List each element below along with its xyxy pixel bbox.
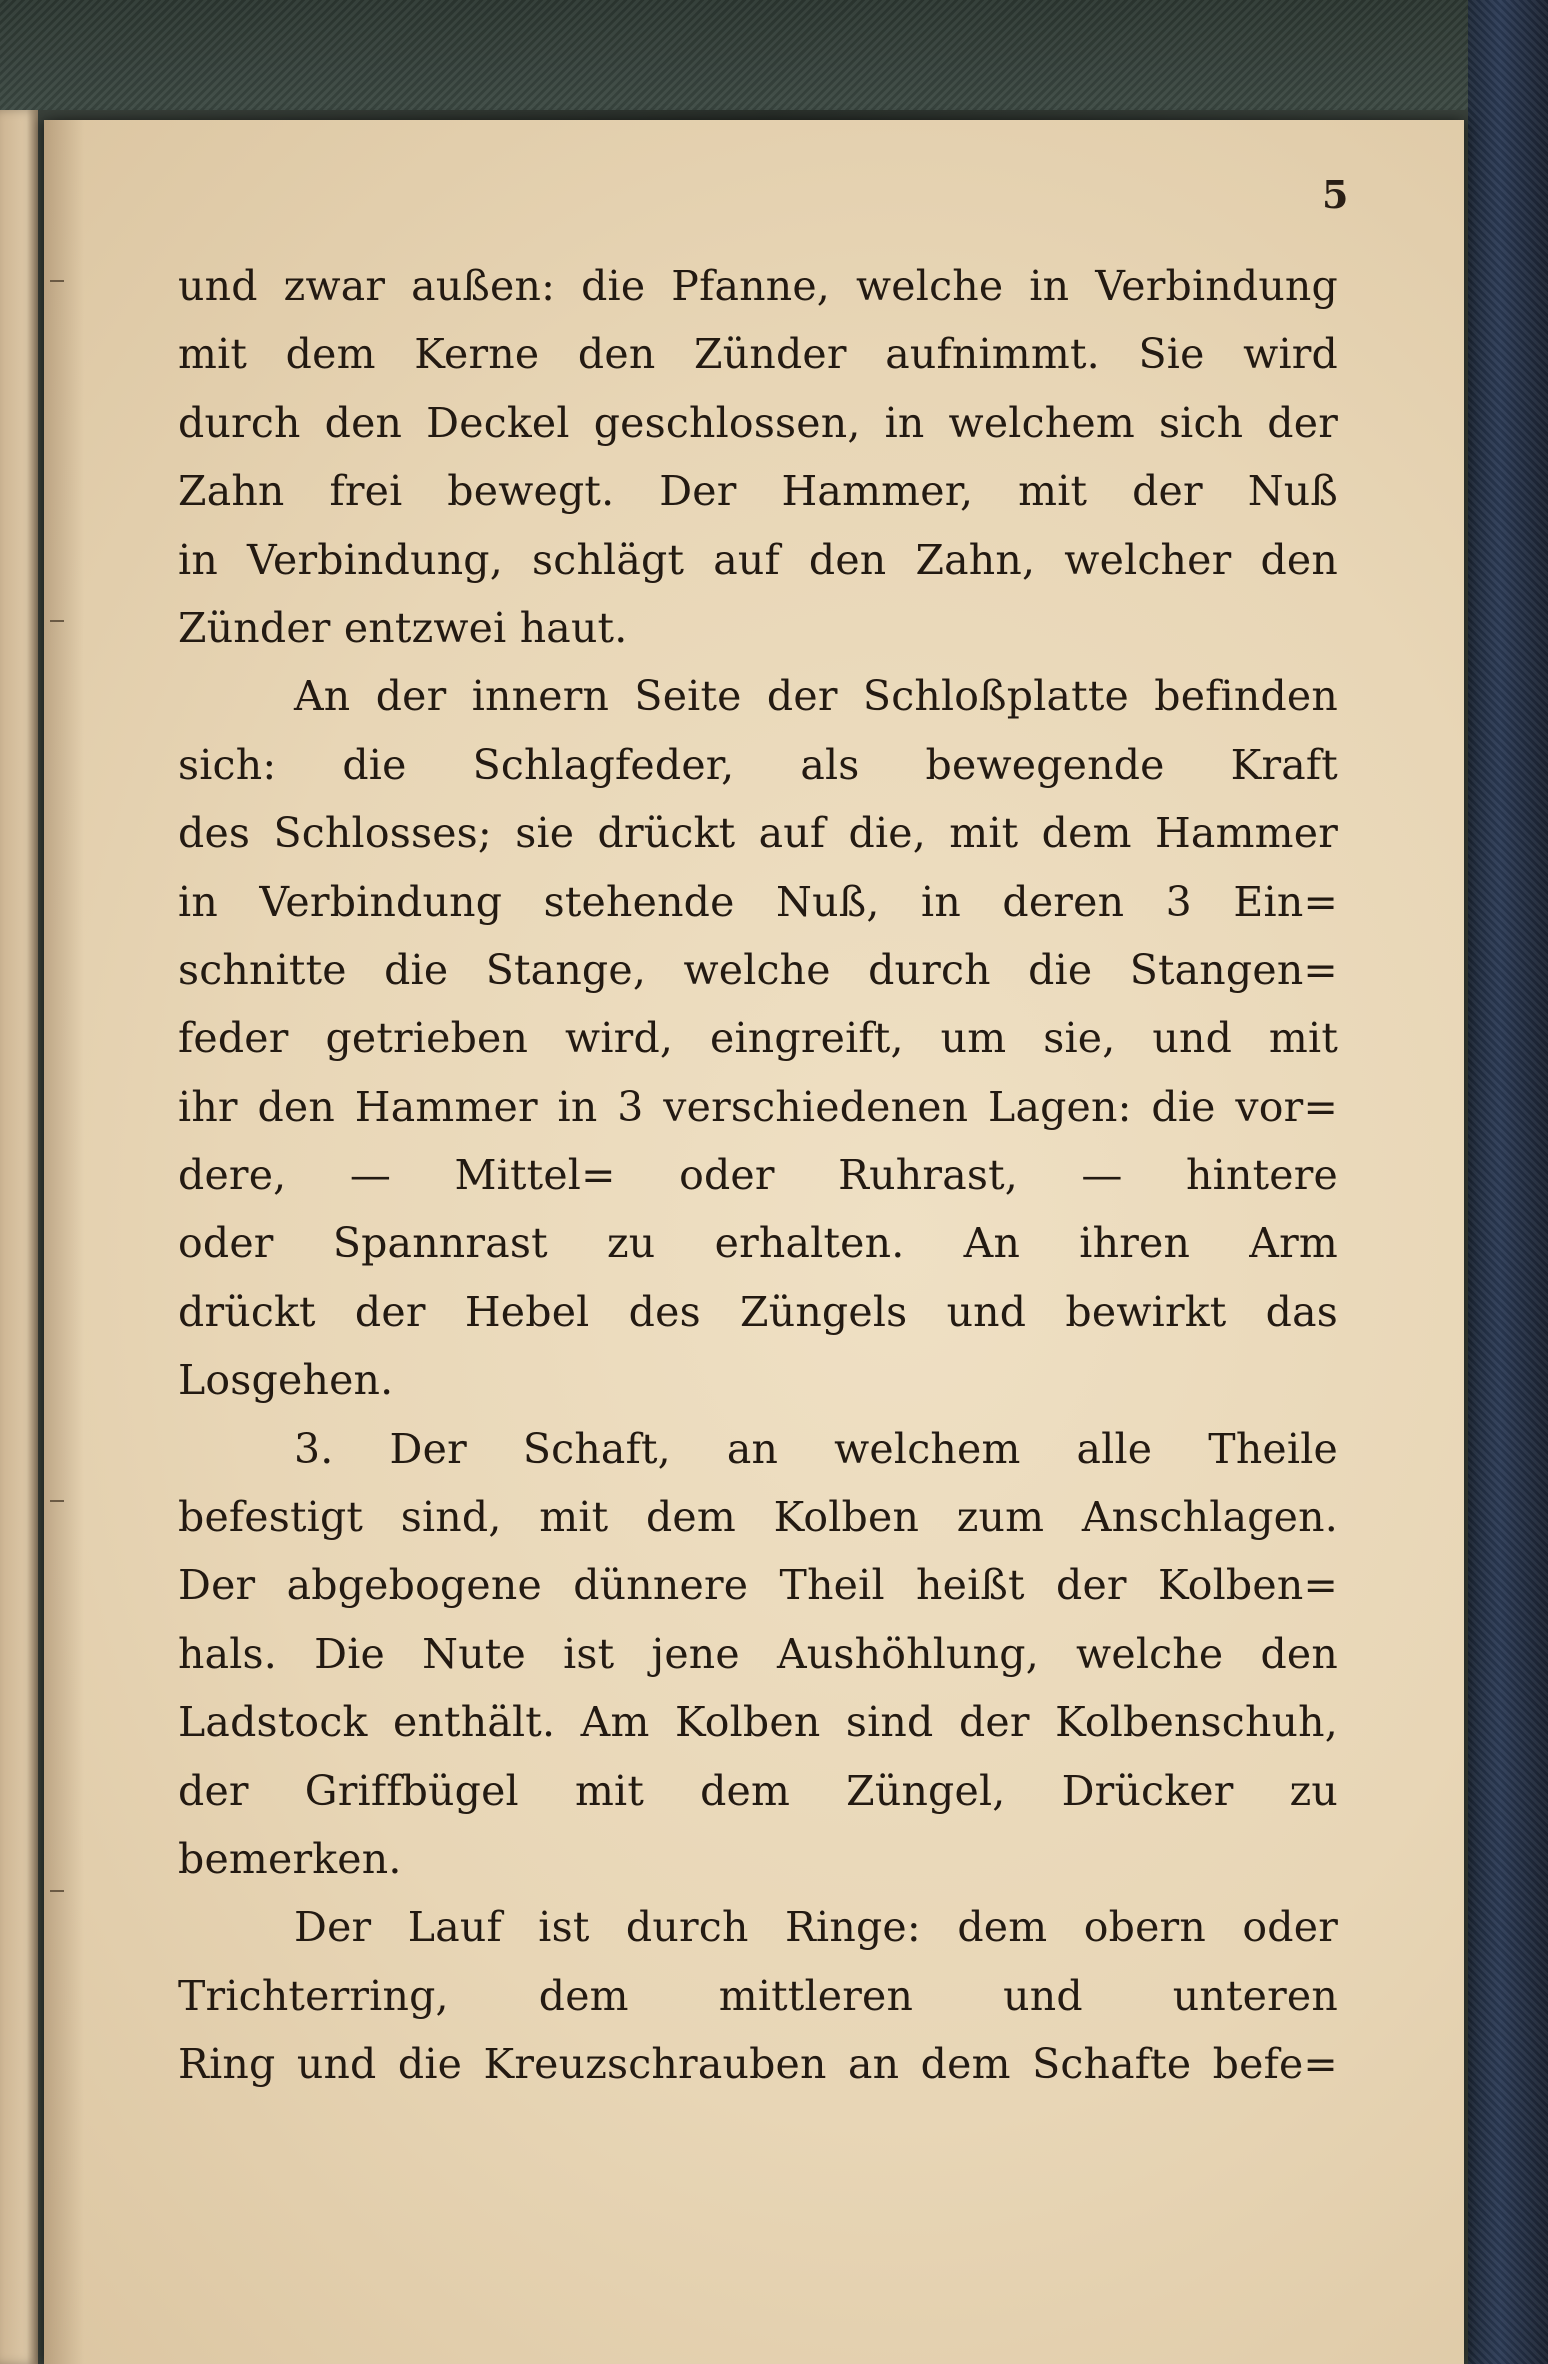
text-line: An der innern Seite der Schloßplatte befinden	[294, 672, 1338, 721]
text-line: Trichterring, dem mittleren und unteren	[178, 1971, 1338, 2020]
text-line: Zünder entzwei haut.	[178, 603, 628, 652]
text-line: des Schlosses; sie drückt auf die, mit dem Hammer	[178, 809, 1338, 858]
text-line: dere, — Mittel= oder Ruhrast, — hintere	[178, 1151, 1338, 1200]
text-line: Der abgebogene dünnere Theil heißt der Kolben=	[178, 1561, 1338, 1610]
margin-mark	[50, 280, 64, 282]
text-line: Ladstock enthält. Am Kolben sind der Kolbenschuh,	[178, 1698, 1338, 1747]
book-cover-edge	[1468, 0, 1548, 2364]
text-line: drückt der Hebel des Züngels und bewirkt das	[178, 1287, 1338, 1336]
text-line: bemerken.	[178, 1834, 402, 1883]
page-number: 5	[1322, 172, 1349, 217]
text-line: Losgehen.	[178, 1356, 394, 1405]
text-line: ihr den Hammer in 3 verschiedenen Lagen: die vor=	[178, 1082, 1338, 1131]
text-line: hals. Die Nute ist jene Aushöhlung, welche den	[178, 1629, 1338, 1678]
text-line: sich: die Schlagfeder, als bewegende Kraft	[178, 740, 1338, 789]
text-line: oder Spannrast zu erhalten. An ihren Arm	[178, 1219, 1338, 1268]
text-line: schnitte die Stange, welche durch die Stangen=	[178, 945, 1338, 994]
text-line: Zahn frei bewegt. Der Hammer, mit der Nuß	[178, 467, 1338, 516]
text-line: Der Lauf ist durch Ringe: dem obern oder	[294, 1903, 1338, 1952]
text-line: Ring und die Kreuzschrauben an dem Schafte befe=	[178, 2040, 1338, 2089]
text-line: und zwar außen: die Pfanne, welche in Verbindung	[178, 262, 1338, 310]
text-line: 3. Der Schaft, an welchem alle Theile	[294, 1424, 1338, 1473]
left-page-edge	[0, 110, 38, 2364]
text-line: der Griffbügel mit dem Züngel, Drücker zu	[178, 1766, 1338, 1815]
margin-mark	[50, 1890, 64, 1892]
text-line: in Verbindung, schlägt auf den Zahn, welcher den	[178, 535, 1338, 584]
text-line: durch den Deckel geschlossen, in welchem sich der	[178, 398, 1338, 447]
text-line: befestigt sind, mit dem Kolben zum Anschlagen.	[178, 1493, 1338, 1542]
body-text	[178, 252, 1338, 2099]
text-line: in Verbindung stehende Nuß, in deren 3 Ein=	[178, 877, 1338, 926]
text-line: feder getrieben wird, eingreift, um sie, und mit	[178, 1014, 1338, 1063]
book-cover-top	[0, 0, 1548, 110]
margin-mark	[50, 620, 64, 622]
text-line: mit dem Kerne den Zünder aufnimmt. Sie wird	[178, 330, 1338, 379]
page-gutter-shadow	[44, 120, 84, 2364]
margin-mark	[50, 1500, 64, 1502]
